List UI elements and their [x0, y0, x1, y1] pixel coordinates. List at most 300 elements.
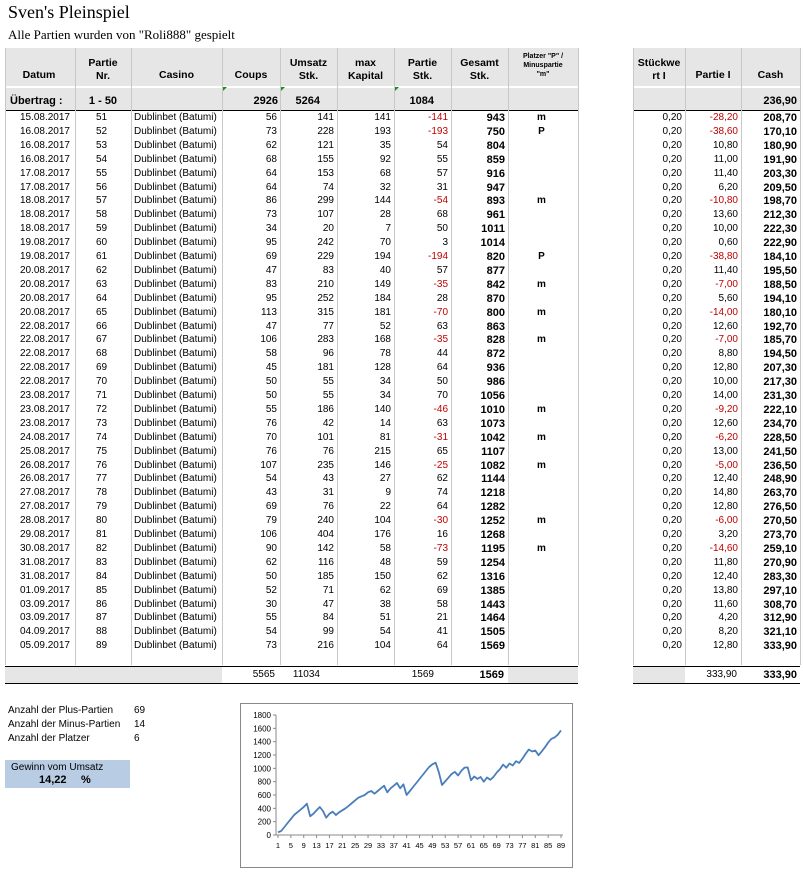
cell-r32-c5: 48 [379, 556, 391, 568]
cell-r28-c9: 0,20 [662, 501, 682, 513]
chart-xtick-label-17: 69 [492, 841, 501, 850]
cell-r17-c1: 68 [95, 348, 108, 360]
cell-r26-c7: 1144 [481, 473, 505, 486]
cell-r10-c10: -38,80 [709, 251, 738, 262]
cell-r34-c0: 01.09.2017 [19, 584, 70, 596]
chart-xtick-label-13: 53 [441, 841, 450, 850]
cell-r33-c11: 283,30 [763, 570, 797, 583]
cell-r14-c10: -14,00 [709, 306, 738, 318]
uebertrag-partie: 1084 [409, 95, 434, 107]
cell-r11-c4: 83 [322, 264, 334, 276]
cell-r23-c6: -31 [433, 431, 448, 443]
cell-r4-c1: 55 [95, 167, 108, 179]
cell-r28-c7: 1282 [480, 501, 505, 514]
cell-r36-c9: 0,20 [662, 612, 682, 624]
cell-r33-c2: Dublinbet (Batumi) [134, 570, 217, 582]
cell-r26-c5: 27 [379, 473, 391, 485]
cell-r13-c6: 28 [436, 292, 448, 304]
cell-r0-c1: 51 [95, 112, 108, 123]
chart-svg [241, 704, 572, 867]
header-max-kapital-1: Kapital [347, 70, 383, 82]
cell-r5-c1: 56 [95, 181, 108, 193]
cell-r31-c8: m [537, 542, 546, 554]
cell-r17-c0: 22.08.2017 [19, 348, 70, 360]
cell-r35-c7: 1443 [480, 598, 505, 611]
chart-xtick-label-3: 13 [312, 841, 321, 850]
cell-r32-c0: 31.08.2017 [19, 556, 70, 568]
cell-r17-c6: 44 [436, 348, 448, 360]
cell-r23-c0: 24.08.2017 [19, 431, 70, 443]
totals-bg-c [633, 667, 685, 683]
cell-r13-c1: 64 [95, 292, 108, 304]
cell-r18-c5: 128 [374, 362, 391, 374]
cell-r20-c5: 34 [379, 390, 391, 401]
cell-r31-c3: 90 [265, 542, 277, 554]
cell-r38-c0: 05.09.2017 [19, 640, 70, 652]
cell-r31-c2: Dublinbet (Batumi) [134, 542, 217, 554]
cell-r38-c6: 64 [436, 640, 448, 652]
cell-r19-c6: 50 [436, 376, 448, 388]
cell-r35-c2: Dublinbet (Batumi) [134, 598, 217, 610]
cell-r14-c1: 65 [95, 306, 108, 318]
cell-r8-c2: Dublinbet (Batumi) [134, 223, 217, 235]
cell-r3-c2: Dublinbet (Batumi) [134, 153, 217, 165]
cell-r1-c7: 750 [486, 125, 505, 138]
cell-r21-c7: 1010 [480, 403, 505, 416]
cell-r24-c3: 76 [265, 445, 277, 457]
chart-xtick-label-21: 85 [543, 841, 553, 850]
cell-r0-c3: 56 [265, 112, 277, 123]
cell-r4-c9: 0,20 [662, 167, 682, 179]
cell-r16-c6: -35 [433, 334, 448, 346]
cell-r26-c6: 62 [436, 473, 448, 485]
cell-r29-c1: 80 [95, 515, 108, 527]
cell-r21-c11: 222,10 [763, 403, 797, 416]
cell-r35-c11: 308,70 [763, 598, 797, 611]
cell-r22-c10: 12,60 [712, 417, 738, 429]
cell-r29-c0: 28.08.2017 [19, 515, 70, 527]
cell-r6-c4: 299 [317, 195, 334, 207]
header-casino-0: Casino [158, 69, 194, 81]
cell-r1-c4: 228 [317, 125, 334, 137]
cell-r0-c6: -141 [427, 112, 448, 123]
cell-r11-c3: 47 [265, 264, 277, 276]
cell-r31-c4: 142 [317, 542, 334, 554]
cell-r7-c2: Dublinbet (Batumi) [134, 209, 217, 221]
cell-r10-c9: 0,20 [662, 251, 682, 262]
cell-r5-c2: Dublinbet (Batumi) [134, 181, 217, 193]
cell-r27-c4: 31 [322, 487, 334, 499]
cell-r19-c1: 70 [95, 376, 108, 388]
cell-r25-c9: 0,20 [662, 459, 682, 471]
cell-r2-c2: Dublinbet (Batumi) [134, 139, 217, 151]
cell-r12-c8: m [537, 278, 546, 290]
cell-r34-c4: 71 [322, 584, 334, 596]
cell-r2-c6: 54 [436, 139, 448, 151]
cell-r37-c1: 88 [95, 626, 108, 638]
cell-r16-c7: 828 [486, 334, 505, 347]
cell-r13-c2: Dublinbet (Batumi) [134, 292, 217, 304]
cell-r12-c11: 188,50 [763, 278, 797, 291]
cell-r22-c1: 73 [95, 417, 108, 429]
cell-r31-c5: 58 [379, 542, 391, 554]
cell-r18-c1: 69 [95, 362, 108, 374]
vgrid-left-9 [578, 48, 579, 665]
cell-r27-c6: 74 [436, 487, 448, 499]
cell-r23-c5: 81 [379, 431, 391, 443]
cell-r27-c3: 43 [265, 487, 277, 499]
cell-r4-c11: 203,30 [763, 167, 797, 180]
vgrid-left-8 [508, 48, 509, 665]
chart-ytick-label-6: 1200 [253, 751, 271, 760]
cell-r4-c7: 916 [486, 167, 505, 180]
cell-r27-c0: 27.08.2017 [19, 487, 70, 499]
cell-r24-c10: 13,00 [712, 445, 738, 457]
chart-xtick-label-4: 17 [325, 841, 334, 850]
cell-r5-c10: 6,20 [718, 181, 738, 193]
cell-r22-c4: 42 [322, 417, 334, 429]
cell-r10-c3: 69 [265, 251, 277, 262]
cell-r17-c2: Dublinbet (Batumi) [134, 348, 217, 360]
cell-r16-c11: 185,70 [763, 334, 797, 347]
cell-r32-c11: 270,90 [763, 556, 797, 569]
cell-r25-c7: 1082 [480, 459, 505, 472]
cell-r6-c0: 18.08.2017 [19, 195, 70, 207]
cell-r5-c0: 17.08.2017 [19, 181, 70, 193]
cell-r1-c11: 170,10 [763, 125, 797, 138]
cell-r36-c2: Dublinbet (Batumi) [134, 612, 217, 624]
cell-r36-c4: 84 [322, 612, 334, 624]
comment-marker-0 [223, 87, 227, 91]
cell-r21-c2: Dublinbet (Batumi) [134, 403, 217, 415]
cell-r5-c9: 0,20 [662, 181, 682, 193]
cell-r8-c5: 7 [385, 223, 391, 235]
cell-r2-c3: 62 [265, 139, 277, 151]
chart-ytick-label-2: 400 [257, 804, 271, 814]
cell-r21-c1: 72 [95, 403, 108, 415]
cell-r6-c8: m [537, 195, 546, 207]
cell-r28-c3: 69 [265, 501, 277, 513]
cell-r1-c6: -193 [427, 125, 448, 137]
header-gesamt-1: Stk. [469, 70, 490, 82]
cell-r19-c2: Dublinbet (Batumi) [134, 376, 217, 388]
cell-r21-c6: -46 [433, 403, 448, 415]
cell-r24-c6: 65 [436, 445, 448, 457]
uebertrag-coups: 2926 [253, 95, 278, 107]
cell-r17-c7: 872 [486, 348, 505, 361]
header-partie-i-0: Partie I [695, 69, 731, 81]
cumulative-chart [240, 703, 573, 868]
cell-r33-c7: 1316 [480, 570, 505, 583]
cell-r6-c9: 0,20 [662, 195, 682, 207]
cell-r1-c5: 193 [374, 125, 391, 137]
cell-r17-c11: 194,50 [763, 348, 797, 361]
cell-r36-c6: 21 [436, 612, 448, 624]
cell-r29-c10: -6,00 [715, 515, 738, 527]
cell-r31-c9: 0,20 [662, 542, 682, 554]
cell-r15-c9: 0,20 [662, 320, 682, 332]
total-cash: 333,90 [763, 669, 797, 682]
cell-r12-c5: 149 [374, 278, 391, 290]
cell-r23-c11: 228,50 [763, 431, 797, 444]
cell-r26-c9: 0,20 [662, 473, 682, 485]
cell-r7-c10: 13,60 [712, 209, 738, 221]
cell-r23-c4: 101 [317, 431, 334, 443]
gain-box [5, 760, 130, 788]
cell-r33-c1: 84 [95, 570, 108, 582]
cell-r22-c3: 76 [265, 417, 277, 429]
cell-r36-c5: 51 [379, 612, 391, 624]
cell-r20-c11: 231,30 [763, 390, 797, 402]
cell-r2-c0: 16.08.2017 [19, 139, 70, 151]
gain-label: Gewinn vom Umsatz [11, 762, 104, 773]
cell-r12-c2: Dublinbet (Batumi) [134, 278, 217, 290]
cell-r6-c5: 144 [374, 195, 391, 207]
cell-r28-c6: 64 [436, 501, 448, 513]
gain-unit: % [81, 774, 91, 786]
cell-r31-c0: 30.08.2017 [19, 542, 70, 554]
cell-r2-c1: 53 [95, 139, 108, 151]
header-cash-0: Cash [757, 69, 784, 81]
chart-ytick-label-5: 1000 [253, 764, 271, 774]
cell-r18-c10: 12,80 [712, 362, 738, 374]
cell-r16-c4: 283 [317, 334, 334, 346]
cell-r28-c5: 22 [379, 501, 391, 513]
cell-r38-c9: 0,20 [662, 640, 682, 652]
cell-r14-c7: 800 [486, 306, 505, 319]
cell-r18-c3: 45 [265, 362, 277, 374]
cell-r22-c2: Dublinbet (Batumi) [134, 417, 217, 429]
cell-r19-c11: 217,30 [763, 376, 797, 389]
header-platzer-1: Minuspartie [523, 62, 563, 69]
total-umsatz: 11034 [292, 669, 320, 681]
cell-r27-c9: 0,20 [662, 487, 682, 499]
cell-r4-c5: 68 [379, 167, 391, 179]
cell-r19-c9: 0,20 [662, 376, 682, 388]
cell-r6-c11: 198,70 [763, 195, 797, 208]
cell-r10-c2: Dublinbet (Batumi) [134, 251, 217, 262]
cell-r0-c7: 943 [486, 112, 505, 124]
cell-r8-c3: 34 [265, 223, 277, 235]
cell-r13-c5: 184 [374, 292, 391, 304]
cell-r34-c1: 85 [95, 584, 108, 596]
cell-r38-c2: Dublinbet (Batumi) [134, 640, 217, 652]
chart-xtick-label-16: 65 [479, 841, 488, 850]
cell-r6-c2: Dublinbet (Batumi) [134, 195, 217, 207]
cell-r30-c9: 0,20 [662, 529, 682, 540]
cell-r33-c3: 50 [265, 570, 277, 582]
cell-r17-c9: 0,20 [662, 348, 682, 360]
cell-r36-c3: 55 [265, 612, 277, 624]
cell-r31-c6: -73 [433, 542, 448, 554]
header-max-kapital-0: max [354, 57, 376, 69]
cell-r5-c4: 74 [322, 181, 334, 193]
cell-r14-c6: -70 [433, 306, 448, 318]
cell-r29-c2: Dublinbet (Batumi) [134, 515, 217, 527]
cell-r8-c11: 222,30 [763, 223, 797, 236]
uebertrag-label: Übertrag : [10, 95, 63, 107]
cell-r35-c9: 0,20 [662, 598, 682, 610]
chart-xtick-label-9: 37 [389, 841, 398, 850]
cell-r9-c0: 19.08.2017 [19, 237, 70, 249]
cell-r2-c4: 121 [317, 139, 334, 151]
cell-r19-c4: 55 [322, 376, 334, 388]
chart-ytick-label-0: 0 [266, 831, 271, 840]
cell-r2-c9: 0,20 [662, 139, 682, 151]
cell-r25-c5: 146 [374, 459, 391, 471]
cell-r37-c11: 321,10 [763, 626, 797, 639]
cell-r2-c7: 804 [486, 139, 505, 152]
cell-r13-c11: 194,10 [763, 292, 797, 305]
cell-r26-c10: 12,40 [712, 473, 738, 485]
chart-xtick-label-19: 77 [518, 841, 527, 850]
cell-r38-c5: 104 [374, 640, 391, 652]
cell-r2-c5: 35 [379, 139, 391, 151]
cell-r21-c10: -9,20 [715, 403, 738, 415]
header-datum-0: Datum [22, 69, 56, 81]
cell-r10-c1: 61 [95, 251, 108, 262]
cell-r34-c5: 62 [379, 584, 391, 596]
cell-r15-c11: 192,70 [763, 320, 797, 333]
cell-r12-c10: -7,00 [715, 278, 738, 290]
cell-r20-c1: 71 [95, 390, 108, 401]
cell-r9-c1: 60 [95, 237, 108, 249]
cell-r23-c3: 70 [265, 431, 277, 443]
chart-xtick-label-5: 21 [338, 841, 347, 850]
uebertrag-umsatz: 5264 [295, 95, 320, 107]
cell-r28-c0: 27.08.2017 [19, 501, 70, 513]
cell-r13-c9: 0,20 [662, 292, 682, 304]
cell-r25-c10: -5,00 [715, 459, 738, 471]
header-umsatz-0: Umsatz [289, 57, 328, 69]
cell-r37-c3: 54 [265, 626, 277, 638]
cell-r3-c10: 11,00 [713, 153, 738, 165]
cell-r26-c3: 54 [265, 473, 277, 485]
cell-r5-c5: 32 [379, 181, 391, 193]
cell-r14-c5: 181 [374, 306, 391, 318]
cell-r14-c11: 180,10 [763, 306, 797, 319]
header-umsatz-1: Stk. [298, 70, 319, 82]
cell-r29-c9: 0,20 [662, 515, 682, 527]
minus-partien-label: Anzahl der Minus-Partien [8, 719, 121, 730]
cell-r20-c0: 23.08.2017 [19, 390, 70, 401]
cell-r37-c4: 99 [322, 626, 334, 638]
cell-r35-c1: 86 [95, 598, 108, 610]
cell-r6-c7: 893 [486, 195, 505, 208]
cell-r7-c11: 212,30 [763, 209, 797, 222]
cell-r29-c11: 270,50 [763, 515, 797, 528]
cell-r38-c1: 89 [95, 640, 108, 652]
cell-r24-c11: 241,50 [763, 445, 797, 458]
cell-r12-c7: 842 [486, 278, 505, 291]
chart-ytick-label-4: 800 [257, 777, 271, 787]
cell-r5-c3: 64 [265, 181, 277, 193]
cell-r16-c10: -7,00 [715, 334, 738, 346]
cell-r16-c9: 0,20 [662, 334, 682, 346]
cell-r37-c9: 0,20 [662, 626, 682, 638]
cell-r36-c11: 312,90 [763, 612, 797, 625]
cell-r14-c8: m [537, 306, 546, 318]
header-partie-nr-1: Nr. [95, 70, 110, 82]
cell-r13-c4: 252 [317, 292, 334, 304]
cell-r8-c9: 0,20 [662, 223, 682, 235]
cell-r17-c4: 96 [322, 348, 334, 360]
cell-r0-c2: Dublinbet (Batumi) [134, 112, 217, 123]
cell-r38-c4: 216 [317, 640, 334, 652]
cell-r3-c7: 859 [486, 153, 505, 166]
cell-r26-c1: 77 [95, 473, 108, 485]
cell-r5-c6: 31 [436, 181, 448, 193]
cell-r7-c1: 58 [95, 209, 108, 221]
header-platzer-0: Platzer "P" / [522, 53, 564, 60]
cell-r35-c0: 03.09.2017 [19, 598, 70, 610]
cell-r8-c1: 59 [95, 223, 108, 235]
cell-r11-c9: 0,20 [662, 264, 682, 276]
cell-r5-c11: 209,50 [763, 181, 797, 194]
cell-r17-c10: 8,80 [718, 348, 738, 360]
cell-r24-c7: 1107 [481, 445, 505, 458]
cell-r0-c9: 0,20 [662, 112, 682, 123]
cell-r31-c7: 1195 [481, 542, 505, 555]
cell-r36-c0: 03.09.2017 [19, 612, 70, 624]
totals-rule-bottom-right [633, 683, 800, 684]
cell-r16-c5: 168 [374, 334, 391, 346]
cell-r12-c0: 20.08.2017 [19, 278, 70, 290]
cell-r34-c10: 13,80 [712, 584, 738, 596]
cell-r37-c7: 1505 [480, 626, 505, 639]
cell-r16-c3: 106 [260, 334, 277, 346]
cell-r27-c7: 1218 [480, 487, 505, 500]
cell-r23-c1: 74 [95, 431, 108, 443]
cell-r25-c8: m [537, 459, 546, 471]
cell-r9-c11: 222,90 [763, 237, 797, 250]
comment-marker-2 [395, 87, 399, 91]
cell-r24-c4: 76 [322, 445, 334, 457]
chart-ytick-label-1: 200 [257, 817, 271, 827]
total-partie: 1569 [411, 669, 434, 681]
cell-r7-c6: 68 [436, 209, 448, 221]
cell-r14-c2: Dublinbet (Batumi) [134, 306, 217, 318]
chart-xtick-label-1: 5 [288, 841, 293, 850]
cell-r22-c5: 14 [379, 417, 391, 429]
cell-r8-c7: 1011 [481, 223, 505, 236]
cell-r14-c4: 315 [317, 306, 334, 318]
cell-r33-c4: 185 [317, 570, 334, 582]
cell-r20-c9: 0,20 [662, 390, 682, 401]
cell-r28-c2: Dublinbet (Batumi) [134, 501, 217, 513]
cell-r37-c2: Dublinbet (Batumi) [134, 626, 217, 638]
cell-r11-c7: 877 [486, 264, 505, 277]
uebertrag-cash: 236,90 [763, 95, 797, 107]
cell-r9-c4: 242 [317, 237, 334, 249]
totals-rule-bottom-left [5, 683, 578, 684]
header-partie-nr-0: Partie [88, 57, 118, 69]
cell-r30-c6: 16 [436, 529, 448, 540]
platzer-label: Anzahl der Platzer [8, 733, 90, 744]
cell-r26-c0: 26.08.2017 [19, 473, 70, 485]
cell-r28-c10: 12,80 [712, 501, 738, 513]
cell-r25-c0: 26.08.2017 [19, 459, 70, 471]
cell-r21-c8: m [537, 403, 546, 415]
cell-r9-c10: 0,60 [718, 237, 738, 249]
cell-r11-c1: 62 [95, 264, 108, 276]
cell-r36-c1: 87 [95, 612, 108, 624]
totals-bg-b [508, 667, 578, 683]
cell-r16-c8: m [537, 334, 546, 346]
chart-xtick-label-20: 81 [531, 841, 540, 850]
cell-r6-c3: 86 [265, 195, 277, 207]
cell-r32-c3: 62 [265, 556, 277, 568]
